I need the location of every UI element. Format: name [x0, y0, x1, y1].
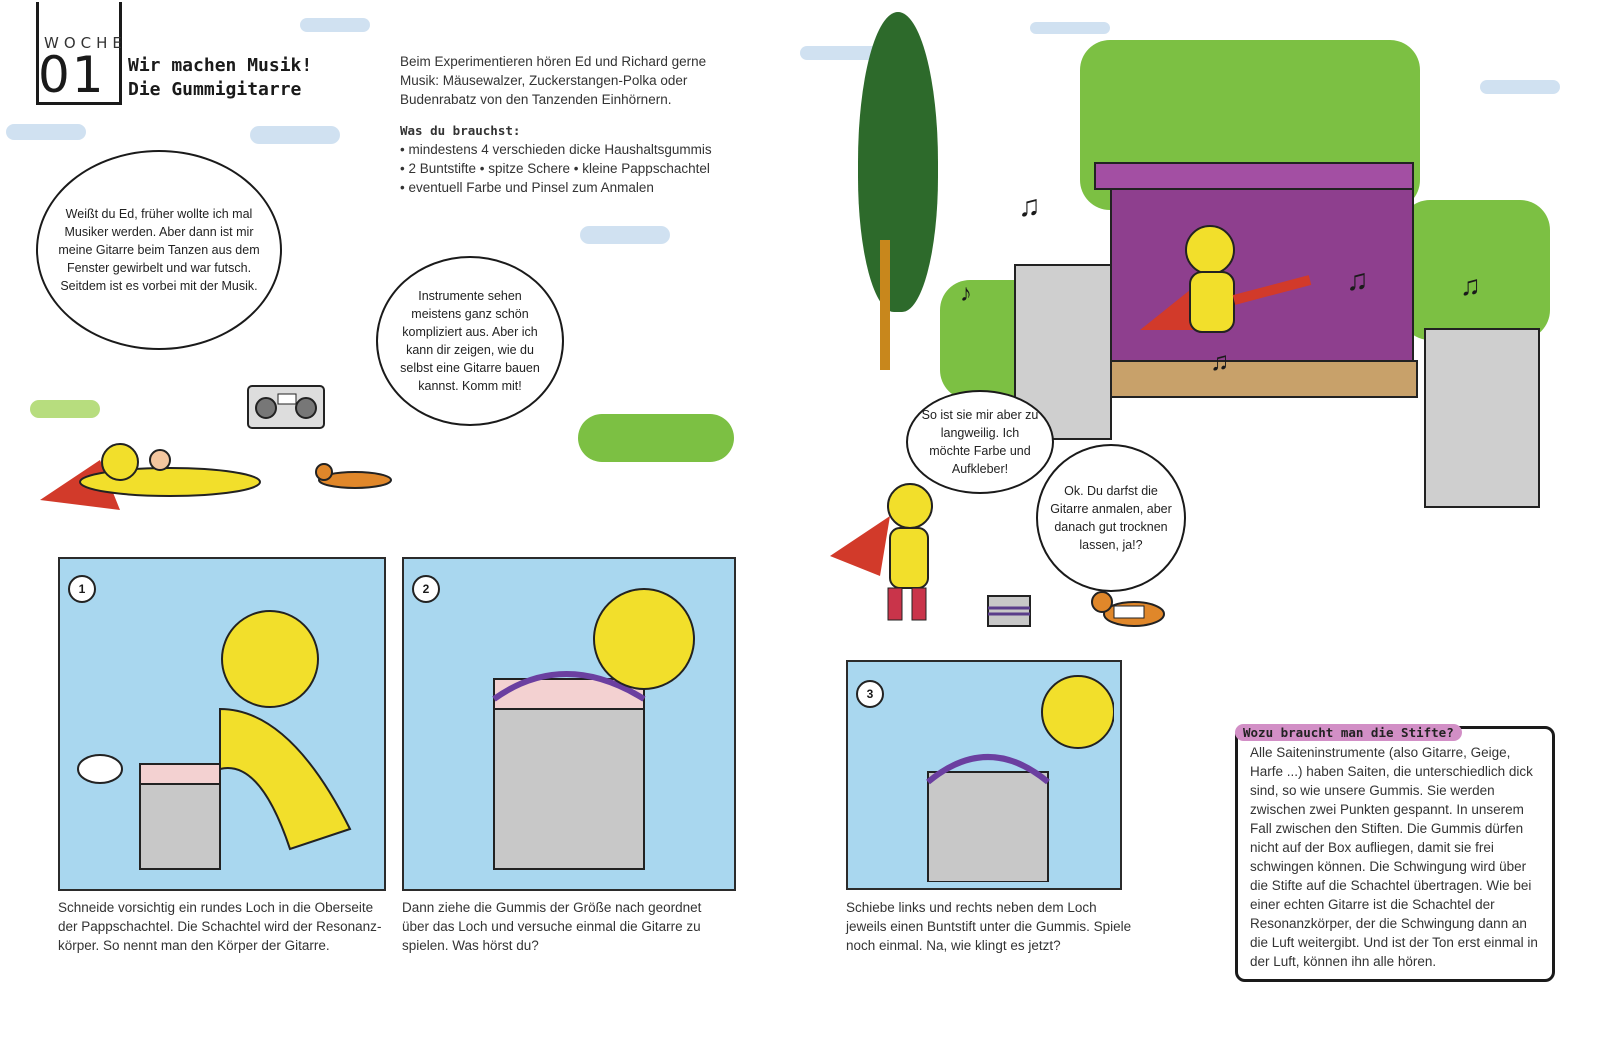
step-caption: Dann ziehe die Gummis der Größe nach geordnet über das Loch und versuche einmal die Gitarre zu spielen. Was hörst du?	[402, 900, 702, 953]
grass-patch	[30, 400, 100, 418]
cloud	[580, 226, 670, 244]
step-caption: Schneide vorsichtig ein rundes Loch in die Oberseite der Pappschachtel. Die Schachtel wird der Resonanzkörper. So nennt man den Körper der Gitarre.	[58, 900, 382, 953]
speech-text: Weißt du Ed, früher wollte ich mal Musiker werden. Aber dann ist mir meine Gitarre beim Tanzen aus dem Fenster gewirbelt und war futsch. Seitdem ist es vorbei mit der Musik.	[58, 207, 260, 293]
cloud	[1030, 22, 1110, 34]
speech-bubble-dog	[376, 256, 564, 426]
cloud	[6, 124, 86, 140]
step-panel-3	[846, 660, 1122, 890]
step-number-badge: 2	[412, 575, 440, 603]
speech-text: Ok. Du darfst die Gitarre anmalen, aber danach gut trocknen lassen, ja!?	[1050, 484, 1172, 552]
intro-block	[400, 52, 740, 197]
need-item: • mindestens 4 verschieden dicke Haushaltsgummis	[400, 142, 712, 157]
step-number-badge: 3	[856, 680, 884, 708]
music-note-icon: ♫	[1018, 190, 1041, 223]
cloud	[250, 126, 340, 144]
music-note-icon: ♪	[960, 280, 972, 307]
step3-illustration	[858, 672, 1114, 882]
step-caption: Schiebe links und rechts neben dem Loch jeweils einen Buntstift unter die Gummis. Spiele noch einmal. Na, wie klingt es jetzt?	[846, 900, 1132, 953]
week-label: WOCHE	[44, 34, 127, 52]
bush	[578, 414, 734, 462]
speech-text: Instrumente sehen meistens ganz schön kompliziert aus. Aber ich kann dir zeigen, wie du selbst eine Gitarre bauen kannst. Komm mit!	[400, 289, 540, 393]
speech-bubble-dog-right	[1036, 444, 1186, 592]
tree-icon	[858, 12, 938, 312]
dog-lying-illustration	[310, 460, 400, 492]
week-number: 01	[38, 46, 106, 104]
music-note-icon: ♫	[1210, 346, 1230, 376]
stage-roof	[1094, 162, 1414, 190]
step-panel-1	[58, 557, 386, 891]
fact-box	[1235, 726, 1555, 982]
box-icon	[984, 586, 1034, 630]
need-heading: Was du brauchst:	[400, 123, 521, 138]
need-item: • eventuell Farbe und Pinsel zum Anmalen	[400, 180, 654, 195]
cloud	[1480, 80, 1560, 94]
speaker-icon	[1424, 328, 1540, 508]
music-note-icon: ♫	[1346, 264, 1369, 297]
radio-icon	[244, 376, 330, 432]
title-line1: Wir machen Musik!	[128, 55, 313, 76]
intro-text: Beim Experimentieren hören Ed und Richard gerne Musik: Mäusewalzer, Zuckerstangen-Polka oder Budenrabatz von den Tanzenden Einhörnern.	[400, 54, 707, 107]
speech-bubble-left	[36, 150, 282, 350]
step1-illustration	[70, 589, 380, 879]
tree-trunk	[880, 240, 890, 370]
step-number-badge: 1	[68, 575, 96, 603]
dog-standing-illustration	[1084, 584, 1184, 644]
step-panel-2	[402, 557, 736, 891]
cloud	[300, 18, 370, 32]
fact-box-title: Wozu braucht man die Stifte?	[1235, 724, 1462, 741]
lying-hero-illustration	[30, 420, 270, 520]
step2-illustration	[414, 569, 730, 885]
need-item: • 2 Buntstifte • spitze Schere • kleine Pappschachtel	[400, 161, 710, 176]
standing-hero-illustration	[820, 476, 950, 626]
speech-text: So ist sie mir aber zu langweilig. Ich möchte Farbe und Aufkleber!	[921, 408, 1039, 476]
page-title	[128, 54, 312, 102]
fact-text: Alle Saiteninstrumente (also Gitarre, Geige, Harfe ...) haben Saiten, die unterschiedlich dick sind, so wie unsere Gummis. Sie werden zwischen zwei Punkten gespannt. In unserem Fall zwischen den Stiften. Die Gummis dürfen nicht auf der Box aufliegen, damit sie frei schwingen können. Die Schwingung wird über die Stifte auf die Schachtel übertragen. Wie bei einer echten Gitarre ist die Schachtel der Resonanzkörper, der die Schwingung dann an die Luft weitergibt. Und ist der Ton erst einmal in der Luft, können ihn alle hören.	[1250, 745, 1538, 969]
music-note-icon: ♫	[1460, 270, 1481, 301]
title-line2: Die Gummigitarre	[128, 79, 302, 100]
